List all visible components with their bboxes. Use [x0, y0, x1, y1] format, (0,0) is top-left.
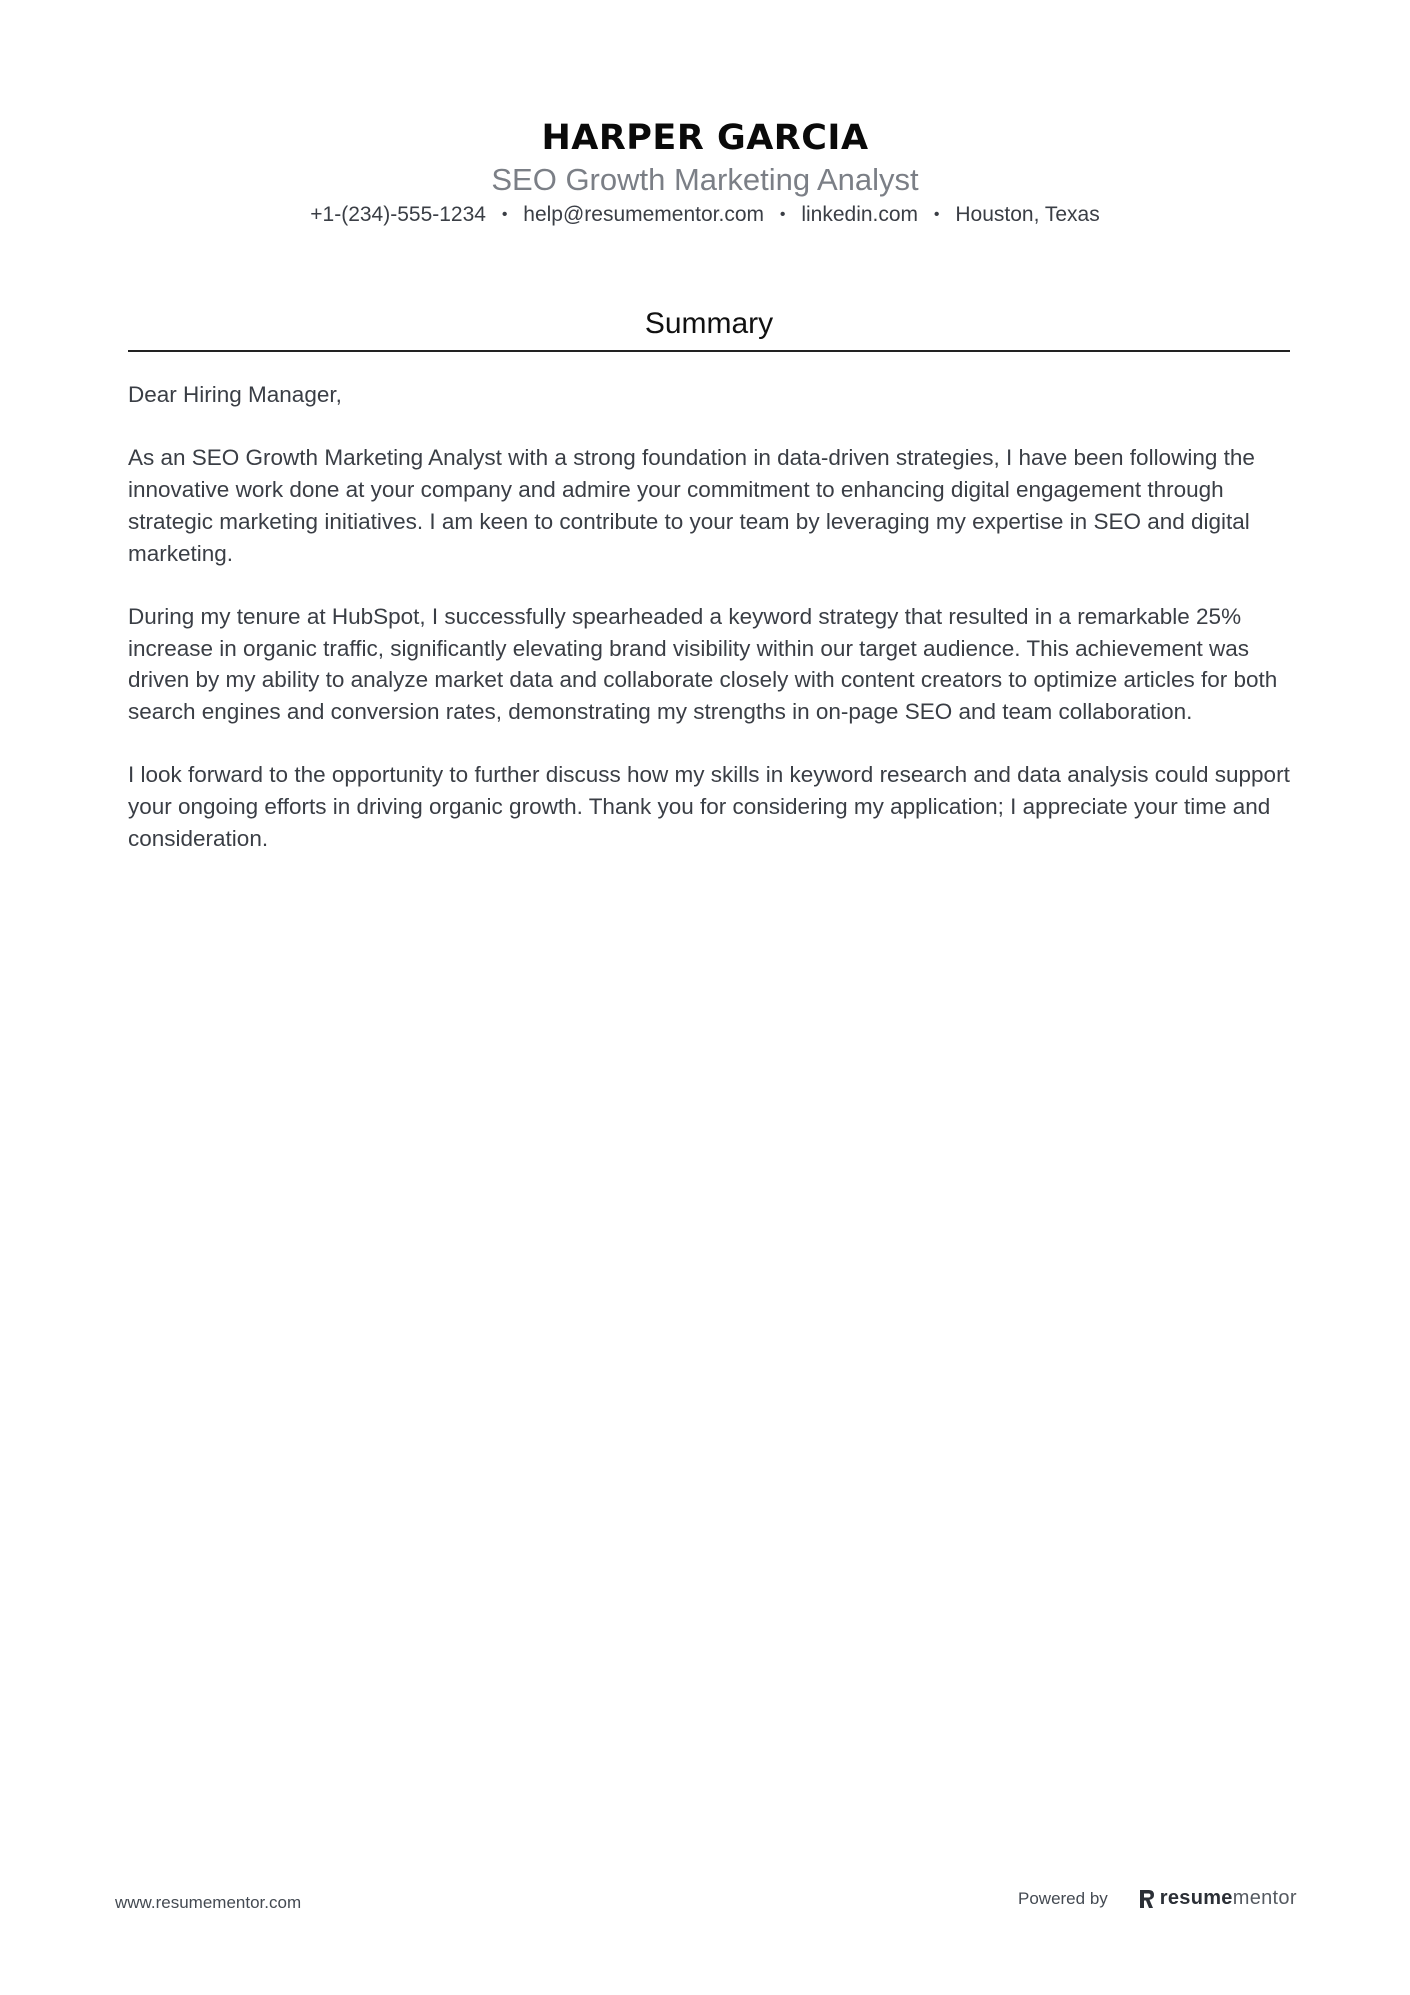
contact-location: Houston, Texas: [955, 203, 1100, 226]
resumementor-logo-icon: [1138, 1888, 1156, 1910]
contact-separator: •: [933, 206, 940, 223]
letter-paragraph: As an SEO Growth Marketing Analyst with a strong foundation in data-driven strategies, I have been following the innovative work done at your company and admire your commitment to enhancing digital engagement through strategic marketing initiatives. I am keen to contribute to your team by leveraging my expertise in SEO and digital marketing.: [128, 445, 1255, 566]
letter-paragraph: During my tenure at HubSpot, I successfully spearheaded a keyword strategy that resulted in a remarkable 25% increase in organic traffic, significantly elevating brand visibility within our target audience. This achievement was driven by my ability to analyze market data and collaborate closely with content creators to optimize articles for both search engines and conversion rates, demonstrating my strengths in on-page SEO and team collaboration.: [128, 603, 1278, 724]
contact-separator: •: [501, 206, 508, 223]
section-divider: [128, 350, 1290, 352]
logo-wordmark: resumementor: [1159, 1887, 1297, 1909]
section-heading-summary: Summary: [644, 307, 774, 340]
letter-body: [128, 379, 1290, 886]
job-title: SEO Growth Marketing Analyst: [491, 162, 919, 197]
contact-email: help@resumementor.com: [523, 203, 765, 226]
contact-separator: •: [779, 206, 786, 223]
footer-branding: [1018, 1887, 1297, 1910]
contact-linkedin: linkedin.com: [801, 203, 919, 226]
letter-paragraph: I look forward to the opportunity to further discuss how my skills in keyword research and data analysis could support your ongoing efforts in driving organic growth. Thank you for considering my application; I appreciate your time and consideration.: [128, 762, 1290, 851]
footer-website: www.resumementor.com: [115, 1893, 302, 1912]
salutation: Dear Hiring Manager,: [128, 382, 342, 407]
document-header: [0, 112, 1410, 230]
resumementor-logo: [1138, 1887, 1297, 1910]
contact-phone: +1-(234)-555-1234: [310, 203, 486, 226]
contact-line: [0, 200, 1410, 230]
powered-by-label: Powered by: [1018, 1888, 1108, 1908]
candidate-name: HARPER GARCIA: [541, 118, 869, 158]
